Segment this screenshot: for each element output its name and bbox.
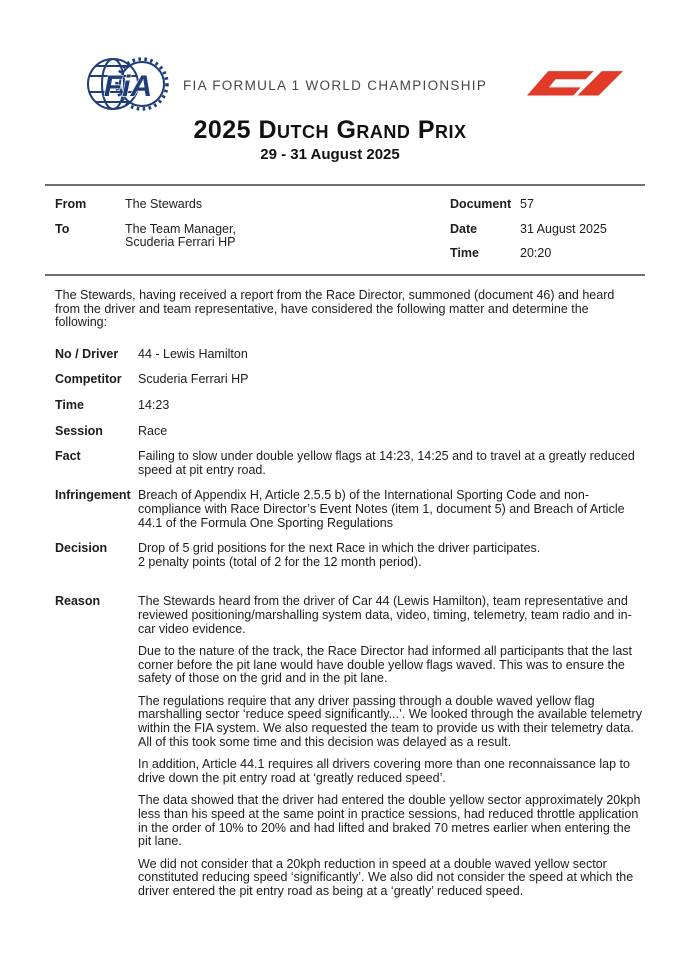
document-number: 57 [520, 197, 534, 211]
infringement-label: Infringement [55, 488, 131, 503]
decision-line-2: 2 penalty points (total of 2 for the 12 month period). [138, 554, 422, 569]
from-label: From [55, 197, 87, 211]
reason-value [138, 595, 642, 898]
competitor-label: Competitor [55, 372, 122, 387]
no-driver-label: No / Driver [55, 346, 119, 361]
decision-line-1: Drop of 5 grid positions for the next Race in which the driver participates. [138, 541, 541, 556]
field-row-infringement [55, 489, 642, 530]
fact-label: Fact [55, 449, 81, 464]
championship-title: FIA FORMULA 1 WORLD CHAMPIONSHIP [183, 78, 488, 93]
competitor-value: Scuderia Ferrari HP [138, 372, 249, 387]
reason-paragraph-2: Due to the nature of the track, the Race Director had informed all participants that the last corner before the pit lane would have double yellow flags waved. This was to ensure the safety of those on the grid and in the pit lane. [138, 644, 633, 686]
to-value-line1: The Team Manager, [125, 221, 236, 236]
field-row-no-driver [55, 348, 642, 362]
fact-value: Failing to slow under double yellow flags at 14:23, 14:25 and to travel at a greatly reduced speed at pit entry road. [138, 449, 635, 477]
meta-divider-line [45, 274, 645, 276]
date-value: 31 August 2025 [520, 221, 607, 236]
field-row-session [55, 425, 642, 439]
field-row-fact [55, 450, 642, 477]
fia-logo-icon [86, 56, 170, 116]
session-label: Session [55, 423, 103, 438]
from-value: The Stewards [125, 197, 203, 211]
decision-label: Decision [55, 541, 108, 556]
to-value [125, 223, 236, 250]
time-label: Time [450, 246, 479, 261]
top-divider-line [45, 184, 645, 186]
f1-logo-icon [527, 69, 623, 100]
date-label: Date [450, 221, 478, 236]
reason-paragraph-4: In addition, Article 44.1 requires all drivers covering more than one reconnaissance lap to drive down the pit entry road at ‘greatly reduced speed’. [138, 757, 630, 785]
session-time-value: 14:23 [138, 397, 170, 412]
field-row-time [55, 399, 642, 413]
document-label: Document [450, 197, 512, 211]
meta-row-date [450, 223, 647, 237]
no-driver-value: 44 - Lewis Hamilton [138, 346, 248, 361]
fia-logo-text: FiA [103, 70, 153, 103]
document-meta-block [55, 198, 647, 261]
reason-paragraph-5: The data showed that the driver had entered the double yellow sector approximately 20kph less than his speed at the same point in practice sessions, had reduced throttle application in the order of 10% to 20% and had lifted and braked 70 metres earlier when entering the pit lane. [138, 793, 641, 849]
infringement-value: Breach of Appendix H, Article 2.5.5 b) of the International Sporting Code and non-compliance with Race Director’s Event Notes (item 1, document 5) and Breach of Article 44.1 of the Formula One Sporting Regulations [138, 488, 625, 530]
reason-paragraph-3: The regulations require that any driver passing through a double waved yellow flag marshalling sector ‘reduce speed significantly...’. We looked through the available telemetry within the FIA system. We also requested the team to provide us with their telemetry data. All of this took some time and this decision was delayed as a result. [138, 693, 642, 749]
reason-paragraph-1: The Stewards heard from the driver of Car 44 (Lewis Hamilton), team representative and reviewed positioning/marshalling system data, video, timing, telemetry, team radio and in-car video evidence. [138, 594, 632, 636]
reason-label: Reason [55, 594, 101, 609]
decision-body [55, 289, 642, 911]
to-value-line2: Scuderia Ferrari HP [125, 235, 236, 250]
session-value: Race [138, 423, 168, 438]
field-row-competitor [55, 373, 642, 387]
meta-right-column [450, 198, 647, 272]
event-dates: 29 - 31 August 2025 [260, 146, 400, 163]
reason-paragraph-6: We did not consider that a 20kph reduction in speed at a double waved yellow sector constituted reducing speed ‘significantly’. We also did not consider the speed at which the driver entered the pit entry road as being at a ‘greatly’ reduced speed. [138, 856, 634, 898]
intro-paragraph: The Stewards, having received a report from the Race Director, summoned (document 46) and heard from the driver and team representative, have considered the following matter and determine the following: [55, 288, 615, 330]
event-title: 2025 Dutch Grand Prix [193, 116, 467, 144]
decision-value [138, 542, 642, 569]
to-label: To [55, 221, 70, 236]
field-row-decision [55, 542, 642, 569]
time-value: 20:20 [520, 246, 552, 261]
session-time-label: Time [55, 397, 84, 412]
meta-row-document [450, 198, 647, 212]
meta-row-time [450, 247, 647, 261]
field-row-reason [55, 581, 642, 898]
